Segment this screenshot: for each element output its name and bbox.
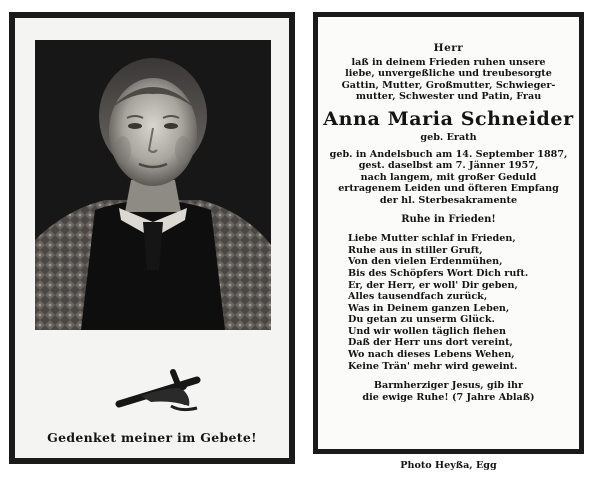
date-line: gest. daselbst am 7. Jänner 1957,: [358, 160, 539, 172]
poem-line: Ruhe aus in stiller Gruft,: [348, 244, 483, 256]
photo-credit: Photo Heyßa, Egg: [400, 460, 497, 471]
prayer-line: die ewige Ruhe! (7 Jahre Ablaß): [362, 391, 535, 403]
rest-in-peace: Ruhe in Frieden!: [401, 213, 496, 225]
poem-line: Von den vielen Erdenmühen,: [348, 256, 503, 268]
poem-line: Was in Deinem ganzen Leben,: [348, 302, 510, 314]
maiden-name: geb. Erath: [420, 131, 477, 143]
poem-line: Er, der Herr, er woll' Dir geben,: [348, 279, 518, 291]
poem-line: Bis des Schöpfers Wort Dich ruft.: [348, 267, 529, 279]
crucifix-icon: [111, 366, 211, 416]
portrait-card: [9, 12, 295, 464]
date-line: nach langem, mit großer Geduld: [360, 171, 537, 183]
poem-line: Wo nach dieses Lebens Wehen,: [348, 349, 515, 361]
deceased-name: Anna Maria Schneider: [323, 107, 574, 130]
poem-line: Liebe Mutter schlaf in Frieden,: [348, 233, 516, 245]
intro-line: mutter, Schwester und Patin, Frau: [355, 91, 542, 103]
closing-prayer: [318, 380, 579, 403]
poem-line: Du getan zu unserm Glück.: [348, 314, 495, 326]
date-line: ertragenem Leiden und öfteren Empfang: [338, 183, 559, 195]
heading: Herr: [433, 42, 464, 54]
life-dates: [318, 149, 579, 207]
poem-line: Daß der Herr uns dort vereint,: [348, 337, 513, 349]
prayer-caption: Gedenket meiner im Gebete!: [47, 430, 257, 445]
portrait-card-inner: [15, 18, 289, 458]
poem-line: Alles tausendfach zurück,: [348, 291, 488, 303]
intro-line: liebe, unvergeßliche und treubesorgte: [345, 68, 552, 80]
poem-line: Und wir wollen täglich flehen: [348, 325, 506, 337]
date-line: geb. in Andelsbuch am 14. September 1887,: [329, 148, 568, 160]
portrait-photo: [35, 40, 271, 330]
obituary-card: [313, 12, 584, 454]
intro-line: laß in deinem Frieden ruhen unsere: [351, 56, 546, 68]
intro-text: [318, 57, 579, 103]
portrait-photo-image: [35, 40, 271, 330]
intro-line: Gattin, Mutter, Großmutter, Schwieger-: [341, 79, 556, 91]
obituary-text-block: [318, 17, 579, 449]
poem: [318, 233, 579, 372]
date-line: der hl. Sterbesakramente: [379, 194, 518, 206]
poem-line: Keine Trän' mehr wird geweint.: [348, 360, 518, 372]
prayer-line: Barmherziger Jesus, gib ihr: [373, 380, 524, 392]
